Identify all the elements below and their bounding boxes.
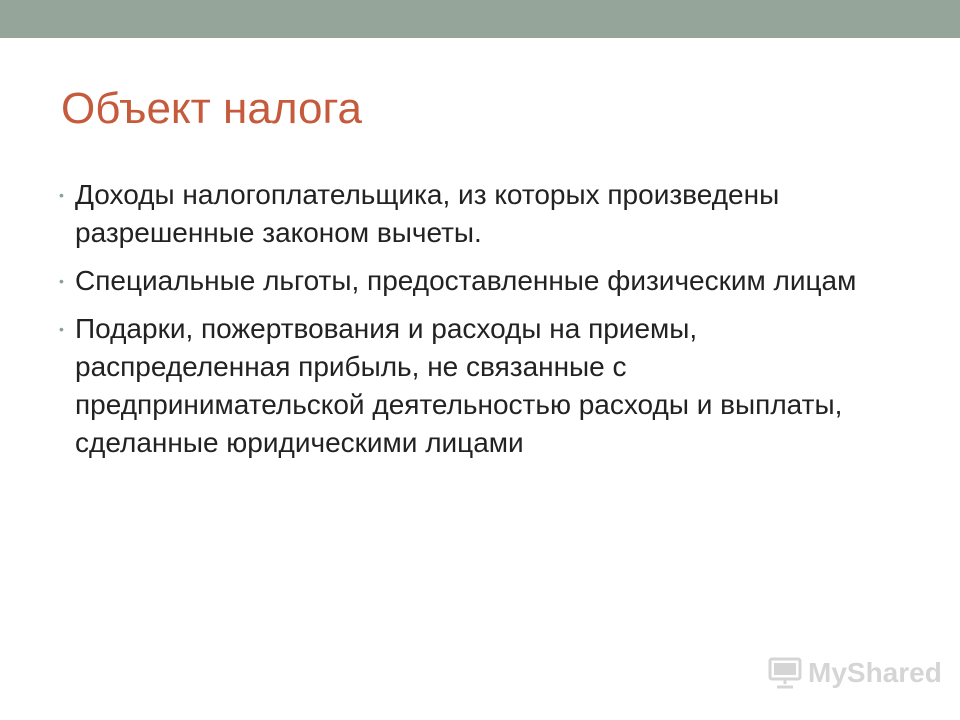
top-accent-bar xyxy=(0,0,960,38)
slide-title: Объект налога xyxy=(61,84,363,133)
bullet-item xyxy=(59,176,899,252)
bullet-dot-icon: • xyxy=(59,187,64,203)
presentation-board-icon xyxy=(768,656,802,690)
bullet-dot-icon: • xyxy=(59,273,64,289)
bullet-dot-icon: • xyxy=(59,321,64,337)
watermark-text: MyShared xyxy=(808,657,942,688)
watermark xyxy=(768,655,942,691)
bullet-text: Доходы налогоплательщика, из которых произведены разрешенные законом вычеты. xyxy=(75,179,780,248)
bullet-text: Специальные льготы, предоставленные физическим лицам xyxy=(75,265,857,296)
bullet-list xyxy=(59,176,899,472)
bullet-item xyxy=(59,310,899,462)
bullet-text: Подарки, пожертвования и расходы на приемы, распределенная прибыль, не связанные с предпринимательской деятельностью расходы и выплаты, сделанные юридическими лицами xyxy=(75,313,843,458)
bullet-item xyxy=(59,262,899,300)
